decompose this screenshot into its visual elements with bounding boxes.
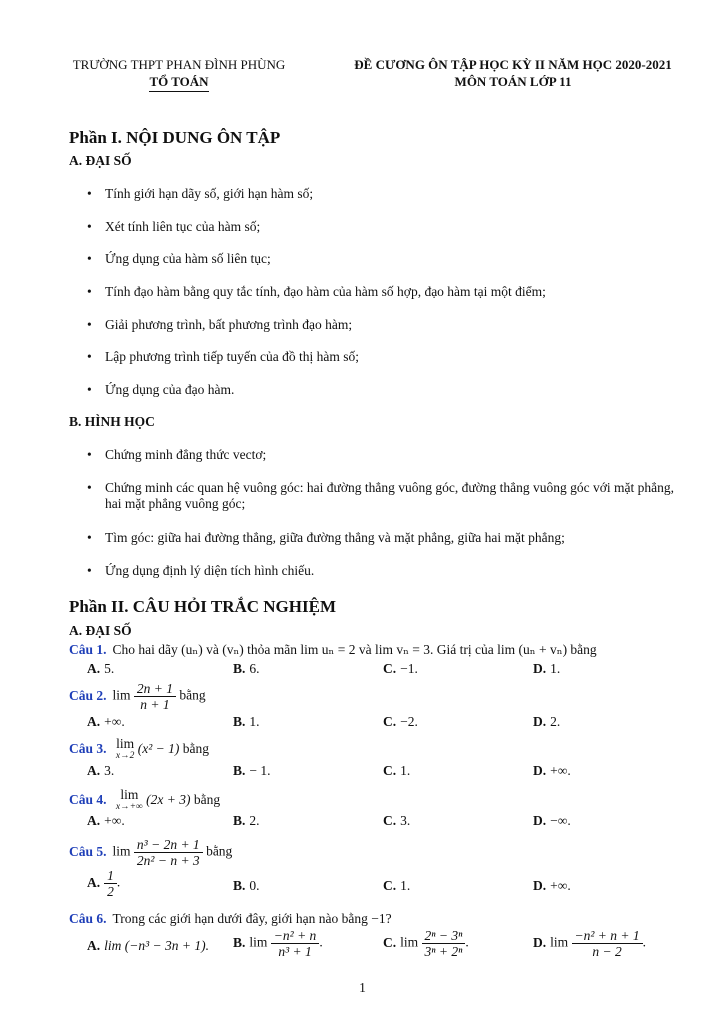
question-4: Câu 4. lim x→+∞ (2x + 3) bằng [69,787,221,812]
part1-geometry-title: B. HÌNH HỌC [69,414,155,429]
list-item: • Chứng minh đẳng thức vectơ; [87,447,267,462]
q4-option-d: D. −∞. [533,813,571,828]
q6-option-a: A. lim (−n³ − 3n + 1). [87,938,209,953]
q2-option-c: C. −2. [383,714,418,729]
q2-option-d: D. 2. [533,714,561,729]
list-item: • Ứng dụng của đạo hàm. [87,382,235,397]
q1-option-c: C. −1. [383,661,418,676]
document-title: ĐỀ CƯƠNG ÔN TẬP HỌC KỲ II NĂM HỌC 2020-2021 [354,57,672,72]
question-3: Câu 3. lim x→2 (x² − 1) bằng [69,736,209,761]
header-right [336,56,690,90]
page-number: 1 [359,980,366,995]
q3-option-a: A. 3. [87,763,115,778]
q5-option-c: C. 1. [383,878,411,893]
part1-algebra-title: A. ĐẠI SỐ [69,153,132,168]
list-item: • Ứng dụng của hàm số liên tục; [87,251,271,266]
list-item: • Giải phương trình, bất phương trình đạo hàm; [87,317,353,332]
list-item: • Chứng minh các quan hệ vuông góc: hai đường thẳng vuông góc, đường thẳng vuông góc với mặt phẳng, hai mặt phẳng vuông góc; [87,480,675,511]
q6-option-c: C. lim $\frac{\text{2ⁿ − 3ⁿ}}{\text{3ⁿ + 2ⁿ}}$ . [383,928,469,959]
q3-option-d: D. +∞. [533,763,571,778]
part2-algebra-title: A. ĐẠI SỐ [69,623,132,638]
q1-option-d: D. 1. [533,661,561,676]
q5-option-a: A. $\frac{1}{2}$ . [87,868,121,899]
q1-option-a: A. 5. [87,661,115,676]
question-1: Câu 1. Cho hai dãy (uₙ) và (vₙ) thỏa mãn lim uₙ = 2 và lim vₙ = 3. Giá trị của lim (uₙ + vₙ) bằng [69,642,597,657]
list-item: • Tính đạo hàm bằng quy tắc tính, đạo hàm của hàm số hợp, đạo hàm tại một điểm; [87,284,546,299]
school-name: TRƯỜNG THPT PHAN ĐÌNH PHÙNG [72,57,286,72]
q4-option-a: A. +∞. [87,813,125,828]
q4-option-c: C. 3. [383,813,411,828]
q5-fraction: $\frac{\text{n³ − 2n + 1}}{\text{2n² − n + 3}}$ [134,837,203,868]
q5-option-b: B. 0. [233,878,260,893]
part1-title: Phần I. NỘI DUNG ÔN TẬP [69,128,281,147]
question-2: Câu 2. lim $\frac{2n + 1}{n + 1}$ bằng [69,681,206,712]
question-6: Câu 6. Trong các giới hạn dưới đây, giới hạn nào bằng −1? [69,911,392,926]
question-5: Câu 5. lim $\frac{\text{n³ − 2n + 1}}{\text{2n² − n + 3}}$ bằng [69,837,233,868]
q5-option-d: D. +∞. [533,878,571,893]
part2-title: Phần II. CÂU HỎI TRẮC NGHIỆM [69,597,337,616]
q6-option-b: B. lim $\frac{\text{−n² + n}}{\text{n³ + 1}}$ . [233,928,323,959]
subject-title: MÔN TOÁN LỚP 11 [454,74,572,89]
department-name: TỔ TOÁN [149,73,208,92]
header-left [58,56,300,92]
q4-option-b: B. 2. [233,813,260,828]
q3-option-c: C. 1. [383,763,411,778]
q1-option-b: B. 6. [233,661,260,676]
list-item: • Tính giới hạn dãy số, giới hạn hàm số; [87,186,314,201]
list-item: • Xét tính liên tục của hàm số; [87,219,261,234]
q3-option-b: B. − 1. [233,763,271,778]
list-item: • Ứng dụng định lý diện tích hình chiếu. [87,563,315,578]
q2-option-b: B. 1. [233,714,260,729]
list-item: • Lập phương trình tiếp tuyến của đồ thị hàm số; [87,349,360,364]
q2-fraction: $\frac{2n + 1}{n + 1}$ [134,681,176,712]
q6-option-d: D. lim $\frac{\text{−n² + n + 1}}{n - 2}$ . [533,928,647,959]
list-item: • Tìm góc: giữa hai đường thẳng, giữa đường thẳng và mặt phẳng, giữa hai mặt phẳng; [87,530,565,545]
q2-option-a: A. +∞. [87,714,125,729]
